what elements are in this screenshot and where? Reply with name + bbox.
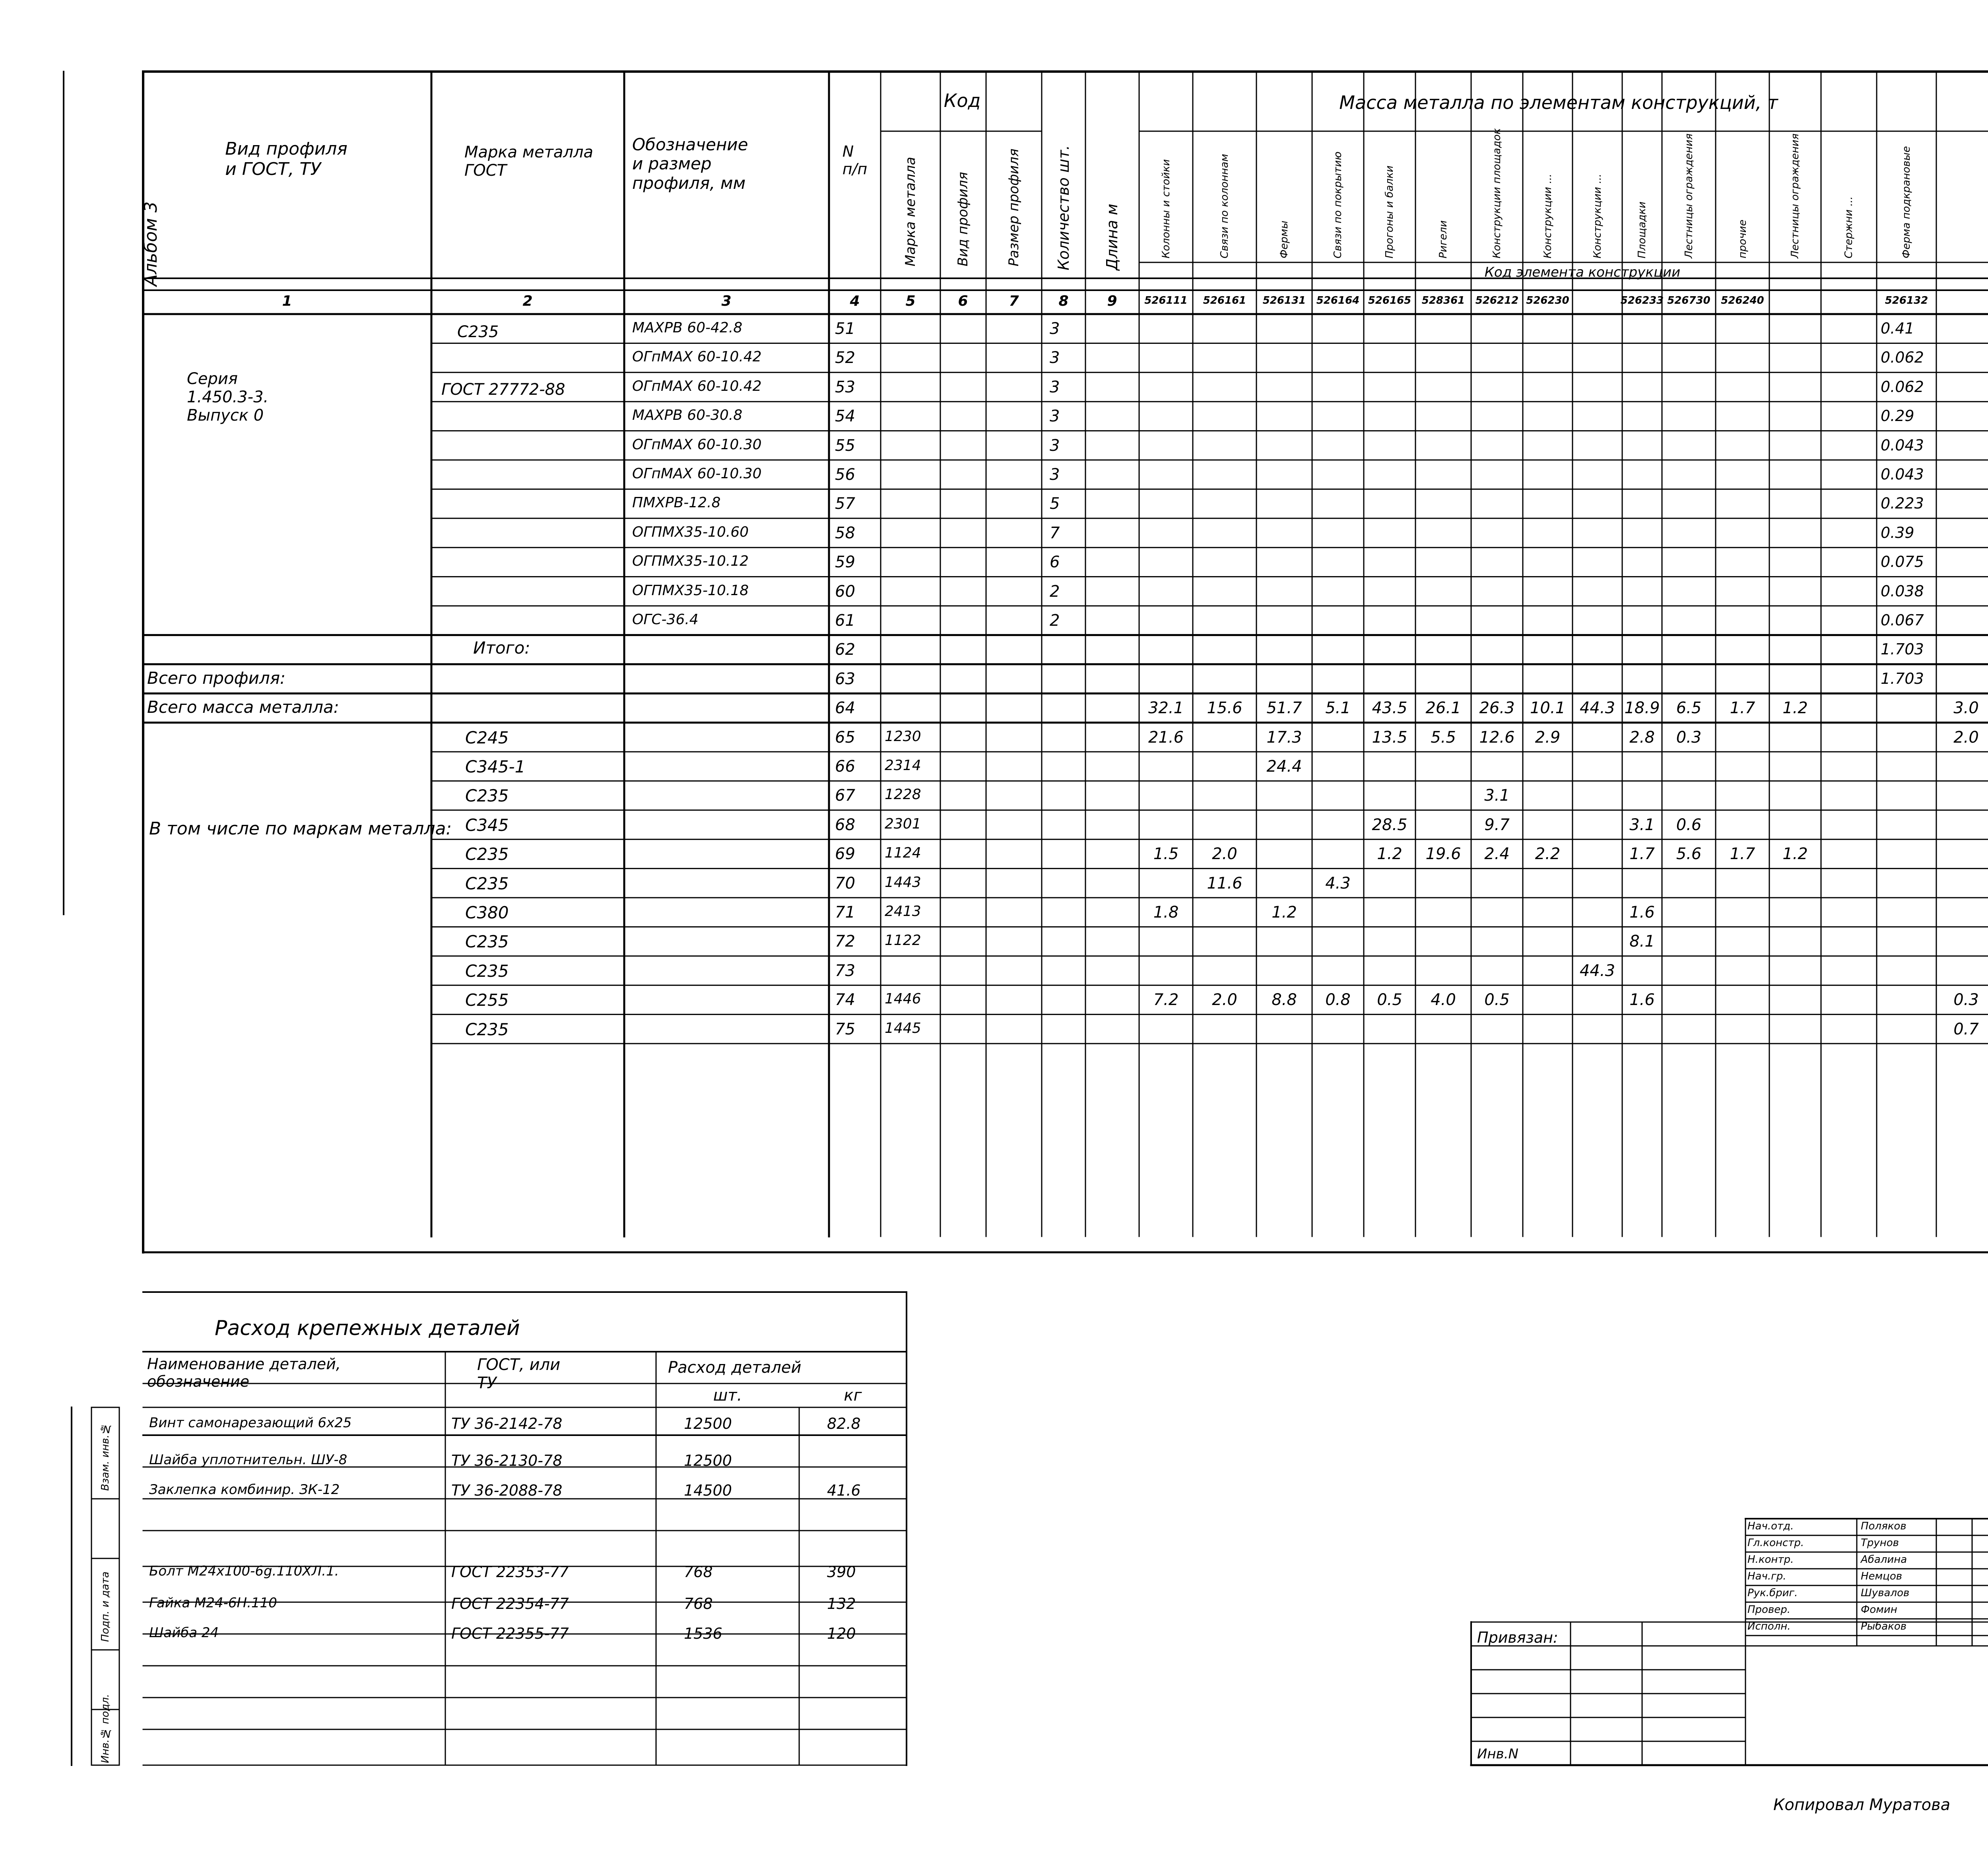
element-mass: 1.2 [1272,903,1297,922]
element-mass: 43.5 [1372,699,1408,718]
element-mass: 2.2 [1535,845,1561,863]
element-mass: 15.6 [1207,699,1242,718]
element-mass: 4.0 [1431,991,1456,1009]
element-code-5: 528361 [1421,295,1465,307]
element-mass: 0.5 [1377,991,1402,1009]
row-number: 72 [835,932,855,951]
copied-by: Копировал Муратова [1773,1796,1951,1814]
grade-code: 2314 [885,757,921,774]
fasteners-header-gost: ГОСТ, или ТУ [477,1356,561,1392]
element-mass: 5.1 [1325,699,1351,718]
element-mass: 8.1 [1629,932,1655,951]
row-number: 53 [835,378,855,396]
profile-designation: ПМХРВ-12.8 [632,495,721,511]
element-mass: 0.7 [1953,1020,1979,1038]
tb-role: Рук.бриг. [1747,1587,1798,1599]
profile-designation: МАХРВ 60-42.8 [632,320,743,336]
tb-role: Исполн. [1747,1620,1791,1632]
header-element-5: Ригели [1437,220,1449,258]
strip-sign-date: Подп. и дата [99,1571,111,1642]
profile-designation: ОГПМХ35-10.18 [632,582,749,599]
quantity: 2 [1050,582,1060,601]
element-mass: 24.4 [1266,757,1302,776]
tb-attached: Привязан: [1477,1629,1558,1646]
steel-grade: С235 [465,844,509,864]
element-code-3: 526164 [1316,295,1360,307]
tb-role: Гл.констр. [1747,1537,1804,1549]
column-number-5: 5 [905,293,916,309]
row-number: 57 [835,495,855,513]
mass-other: 1.703 [1881,669,1924,687]
element-code-9: 526730 [1667,295,1710,307]
element-mass: 5.5 [1431,728,1456,747]
row-number: 52 [835,349,855,367]
row-number: 71 [835,903,855,922]
fastener-pcs: 12500 [684,1415,732,1432]
profile-designation: ОГС-36.4 [632,611,699,628]
grade-code: 1122 [885,932,921,949]
mass-other: 1.703 [1881,640,1924,658]
row-number: 70 [835,874,855,893]
album-label: Альбом 3 [141,201,161,286]
fastener-gost: ГОСТ 22354-77 [451,1595,569,1612]
mass-other: 0.223 [1881,495,1924,512]
row-number: 58 [835,524,855,542]
element-code-1: 526161 [1203,295,1246,307]
element-mass: 3.0 [1953,699,1979,718]
element-mass: 19.6 [1425,845,1461,863]
element-mass: 44.3 [1579,699,1615,718]
element-mass: 1.7 [1730,699,1755,718]
column-number-6: 6 [958,293,968,309]
fastener-gost: ТУ 36-2130-78 [451,1452,563,1469]
row-number: 68 [835,815,855,834]
grade-c235: С235 [457,323,499,341]
profile-designation: ОГПМХ35-10.12 [632,553,749,570]
mass-other: 0.038 [1881,582,1924,600]
element-code-7: 526230 [1526,295,1569,307]
quantity: 3 [1050,349,1060,367]
quantity: 3 [1050,466,1060,484]
steel-grade: С235 [465,786,509,806]
tb-role: Нач.гр. [1747,1570,1786,1582]
mass-other: 0.067 [1881,611,1924,629]
header-element-code: Код элемента конструкции [1484,264,1681,280]
profile-designation: ОГпМАХ 60-10.42 [632,378,762,394]
quantity: 3 [1050,320,1060,338]
grade-code: 1446 [885,991,921,1007]
gost-label: ГОСТ 27772-88 [441,380,565,399]
fastener-gost: ТУ 36-2142-78 [451,1415,563,1432]
itogo-label: Итого: [473,638,530,658]
quantity: 5 [1050,495,1060,513]
tb-inv: Инв.N [1477,1746,1518,1762]
header-element-7: Конструкции ... [1541,174,1554,258]
profile-designation: ОГПМХ35-10.60 [632,524,749,540]
element-mass: 2.0 [1953,728,1979,747]
header-code: Код [944,90,981,111]
row-number: 60 [835,582,855,601]
header-element-0: Колонны и стойки [1160,159,1172,258]
fastener-pcs: 768 [684,1563,713,1581]
header-element-3: Связи по покрытию [1332,151,1344,258]
column-number-1: 1 [282,293,292,309]
element-mass: 28.5 [1372,815,1408,834]
fasteners-header-kg: кг [844,1386,862,1405]
quantity: 2 [1050,611,1060,630]
element-mass: 1.2 [1782,845,1808,863]
fastener-name: Винт самонарезающий 6х25 [149,1415,352,1431]
fastener-pcs: 1536 [684,1625,722,1642]
row-number: 65 [835,728,855,747]
row-number: 73 [835,961,855,980]
mass-other: 0.075 [1881,553,1924,571]
element-mass: 6.5 [1676,699,1702,718]
element-mass: 18.9 [1624,699,1660,718]
grade-code: 1443 [885,874,921,891]
mass-other: 0.062 [1881,349,1924,367]
profile-designation: ОГпМАХ 60-10.30 [632,436,762,453]
element-mass: 1.2 [1377,845,1402,863]
header-element-8: Конструкции ... [1591,174,1604,258]
header-element-12: Лестницы ограждения [1789,133,1801,258]
header-profile-designation: Обозначение и размер профиля, мм [632,135,748,193]
total-metal-label: Всего масса металла: [147,697,339,717]
mass-other: 0.29 [1881,407,1914,425]
element-mass: 0.8 [1325,991,1351,1009]
row-number: 55 [835,436,855,455]
profile-designation: ОГпМАХ 60-10.30 [632,466,762,482]
header-element-11: прочие [1736,219,1749,258]
steel-grade: С245 [465,728,509,747]
header-code-grade: Марка металла [903,157,918,266]
column-number-2: 2 [522,293,533,309]
row-number: 51 [835,320,855,338]
fastener-kg: 120 [827,1625,856,1642]
row-number: 75 [835,1020,855,1038]
row-number: 61 [835,611,855,630]
element-mass: 2.8 [1629,728,1655,747]
element-mass: 4.3 [1325,874,1351,893]
tb-role: Нач.отд. [1747,1520,1794,1532]
fastener-name: Гайка М24-6Н.110 [149,1595,277,1611]
element-mass: 26.3 [1479,699,1515,718]
element-code-11: 526132 [1885,295,1928,307]
steel-grade: С235 [465,961,509,981]
header-row-number: N п/п [842,143,868,178]
row-number: 59 [835,553,855,572]
quantity: 3 [1050,378,1060,396]
grade-code: 2413 [885,903,921,920]
tb-name: Трунов [1861,1537,1899,1549]
header-code-size: Размер профиля [1006,148,1022,266]
column-number-8: 8 [1058,293,1069,309]
grade-code: 1230 [885,728,921,745]
fasteners-header-name: Наименование деталей, обозначение [147,1355,341,1390]
strip-replaced-inv: Взам. инв.№ [99,1422,111,1491]
element-mass: 1.2 [1782,699,1808,718]
mass-other: 0.41 [1881,320,1914,337]
quantity: 3 [1050,407,1060,426]
header-element-10: Лестницы ограждения [1683,133,1695,258]
element-mass: 26.1 [1425,699,1461,718]
element-mass: 0.5 [1484,991,1510,1009]
element-mass: 5.6 [1676,845,1702,863]
element-code-10: 526240 [1721,295,1764,307]
steel-grade: С255 [465,990,509,1010]
tb-name: Фомин [1861,1604,1897,1616]
header-element-1: Связи по колоннам [1219,154,1231,258]
element-mass: 1.6 [1629,903,1655,922]
header-element-9: Площадки [1636,201,1648,258]
header-element-13: Стержни ... [1843,196,1855,258]
fastener-kg: 41.6 [827,1482,861,1499]
fasteners-title: Расход крепежных деталей [215,1316,520,1340]
element-code-8: 526233 [1620,295,1664,307]
element-mass: 1.7 [1629,845,1655,863]
element-mass: 1.5 [1153,845,1179,863]
fastener-kg: 82.8 [827,1415,861,1432]
element-mass: 17.3 [1266,728,1302,747]
element-mass: 32.1 [1148,699,1184,718]
mass-other: 0.043 [1881,466,1924,483]
fastener-name: Заклепка комбинир. ЗК-12 [149,1482,340,1498]
row-number: 69 [835,845,855,863]
header-mass-title: Масса металла по элементам конструкций, т [1339,92,1778,113]
header-code-profile: Вид профиля [955,172,971,266]
tb-name: Шувалов [1861,1587,1910,1599]
element-code-2: 526131 [1262,295,1306,307]
element-mass: 2.0 [1212,991,1237,1009]
mass-other: 0.062 [1881,378,1924,396]
grade-code: 1445 [885,1020,921,1036]
mass-other: 0.39 [1881,524,1914,541]
element-mass: 9.7 [1484,815,1510,834]
fastener-gost: ТУ 36-2088-78 [451,1482,563,1499]
header-element-6: Конструкции площадок [1491,128,1503,258]
fastener-kg: 132 [827,1595,856,1612]
element-mass: 44.3 [1579,961,1615,980]
element-mass: 0.6 [1676,815,1702,834]
fastener-gost: ГОСТ 22355-77 [451,1625,569,1642]
series-label: Серия 1.450.3-3. Выпуск 0 [187,370,269,425]
steel-grade: С235 [465,873,509,893]
tb-name: Рыбаков [1861,1620,1907,1632]
row-number: 64 [835,699,855,718]
steel-grade: С345 [465,815,509,835]
fastener-name: Шайба уплотнительн. ШУ-8 [149,1452,348,1468]
quantity: 7 [1050,524,1060,542]
fastener-gost: ГОСТ 22353-77 [451,1563,569,1581]
element-mass: 0.3 [1953,991,1979,1009]
element-code-6: 526212 [1475,295,1519,307]
element-mass: 10.1 [1530,699,1566,718]
column-number-4: 4 [850,293,860,309]
by-grade-label: В том числе по маркам металла: [149,818,452,839]
tb-role: Провер. [1747,1604,1791,1616]
element-mass: 2.4 [1484,845,1510,863]
tb-name: Немцов [1861,1570,1903,1582]
row-number: 67 [835,786,855,805]
row-number: 62 [835,640,855,659]
element-mass: 21.6 [1148,728,1184,747]
fastener-name: Шайба 24 [149,1625,219,1641]
tb-role: Н.контр. [1747,1554,1794,1566]
tb-name: Абалина [1861,1554,1907,1566]
fastener-kg: 390 [827,1563,856,1581]
row-number: 74 [835,991,855,1009]
column-number-9: 9 [1107,293,1117,309]
quantity: 6 [1050,553,1060,572]
header-element-14: Ферма подкрановые [1901,146,1912,258]
element-mass: 0.3 [1676,728,1702,747]
element-code-4: 526165 [1368,295,1411,307]
element-mass: 1.8 [1153,903,1179,922]
column-number-3: 3 [721,293,732,309]
grade-code: 2301 [885,815,921,832]
quantity: 3 [1050,436,1060,455]
profile-designation: МАХРВ 60-30.8 [632,407,743,424]
steel-grade: С345-1 [465,757,526,776]
element-mass: 11.6 [1207,874,1242,893]
total-profile-label: Всего профиля: [147,668,286,688]
row-number: 54 [835,407,855,426]
element-mass: 1.7 [1730,845,1755,863]
element-mass: 3.1 [1629,815,1655,834]
fastener-pcs: 12500 [684,1452,732,1469]
header-length: Длина м [1103,204,1121,270]
fasteners-header-pcs: шт. [713,1386,742,1405]
element-mass: 8.8 [1272,991,1297,1009]
fastener-name: Болт М24х100-6g.110ХЛ.1. [149,1563,339,1579]
strip-inv-original: Инв.№ подл. [99,1694,111,1763]
fastener-pcs: 14500 [684,1482,732,1499]
column-number-7: 7 [1009,293,1019,309]
element-mass: 13.5 [1372,728,1408,747]
element-mass: 1.6 [1629,991,1655,1009]
profile-designation: ОГпМАХ 60-10.42 [632,349,762,365]
element-mass: 2.0 [1212,845,1237,863]
element-code-0: 526111 [1144,295,1188,307]
element-mass: 3.1 [1484,786,1510,805]
element-mass: 2.9 [1535,728,1561,747]
steel-grade: С380 [465,903,509,922]
fasteners-header-consumption: Расход деталей [668,1358,802,1377]
tb-name: Поляков [1861,1520,1906,1532]
mass-other: 0.043 [1881,436,1924,454]
element-mass: 7.2 [1153,991,1179,1009]
element-mass: 51.7 [1266,699,1302,718]
header-quantity: Количество шт. [1055,145,1072,270]
grade-code: 1228 [885,786,921,803]
header-steel-grade: Марка металла ГОСТ [464,143,594,180]
row-number: 56 [835,466,855,484]
row-number: 63 [835,669,855,688]
steel-grade: С235 [465,1019,509,1039]
element-mass: 12.6 [1479,728,1515,747]
row-number: 66 [835,757,855,776]
header-profile-type: Вид профиля и ГОСТ, ТУ [225,139,348,179]
grade-code: 1124 [885,845,921,862]
steel-grade: С235 [465,932,509,952]
header-element-2: Фермы [1278,220,1290,258]
fastener-pcs: 768 [684,1595,713,1612]
header-element-4: Прогоны и балки [1384,165,1396,258]
